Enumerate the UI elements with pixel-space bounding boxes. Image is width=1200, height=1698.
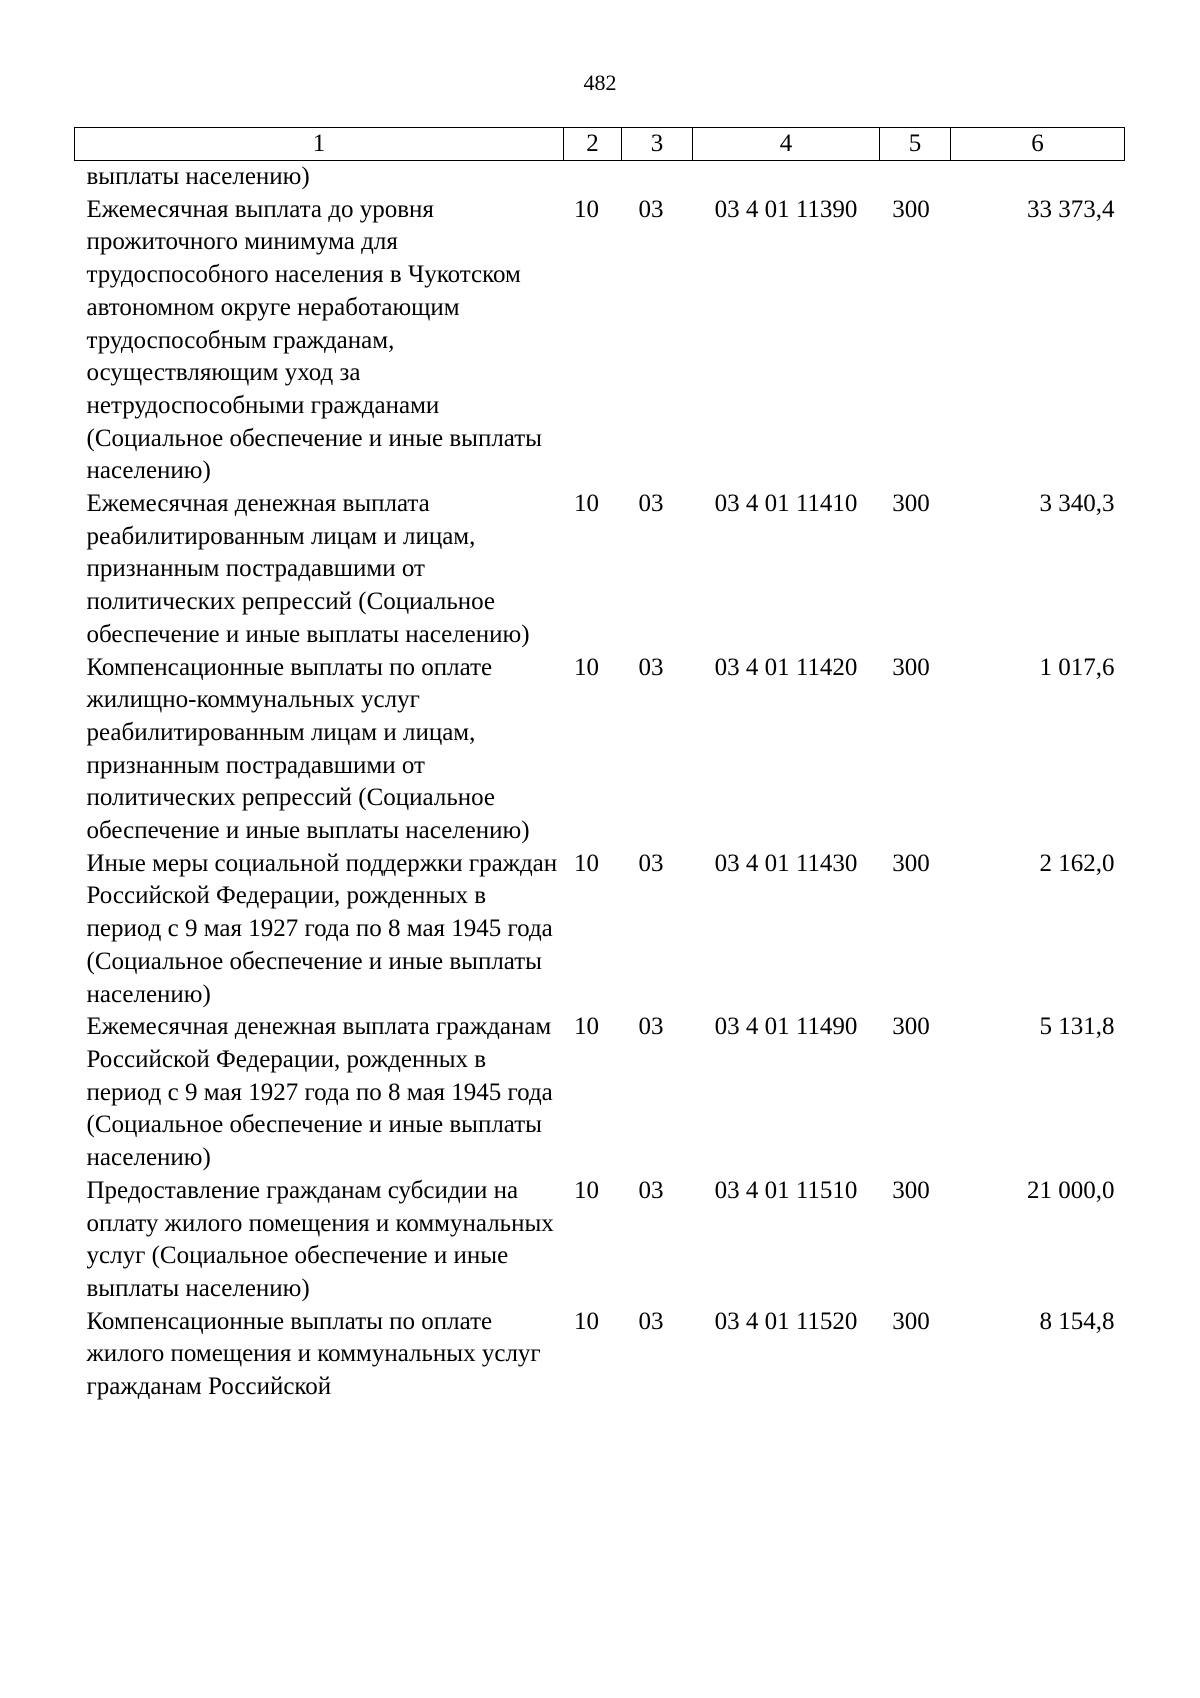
row-amount: 3 340,3 xyxy=(1039,490,1115,518)
row-section: 10 xyxy=(574,1013,599,1041)
row-name: Компенсационные выплаты по оплате жилого помещения и коммунальных услуг гражданам Российской xyxy=(86,1307,541,1401)
row-amount: 1 017,6 xyxy=(1039,653,1115,681)
table-header-row xyxy=(75,128,1125,161)
row-amount: 8 154,8 xyxy=(1039,1307,1115,1335)
row-subsection: 03 xyxy=(638,490,664,518)
row-subsection: 03 xyxy=(638,849,664,877)
row-subsection: 03 xyxy=(638,653,664,681)
column-header-4: 4 xyxy=(693,128,880,161)
column-header-5: 5 xyxy=(880,128,951,161)
row-target-code: 03 4 01 11510 xyxy=(714,1176,858,1204)
table-row xyxy=(75,1175,1125,1306)
row-section: 10 xyxy=(574,195,599,223)
table-row xyxy=(75,1306,1125,1404)
row-expense-type: 300 xyxy=(892,1013,930,1041)
table-row xyxy=(75,848,1125,1012)
row-subsection: 03 xyxy=(638,1176,664,1204)
row-section: 10 xyxy=(574,1176,599,1204)
row-target-code: 03 4 01 11490 xyxy=(714,1013,858,1041)
row-amount: 21 000,0 xyxy=(1027,1176,1115,1204)
row-section: 10 xyxy=(574,490,599,518)
column-header-6: 6 xyxy=(951,128,1125,161)
table-row xyxy=(75,1011,1125,1175)
table-row xyxy=(75,194,1125,488)
row-expense-type: 300 xyxy=(892,490,930,518)
row-target-code: 03 4 01 11420 xyxy=(714,653,858,681)
continuation-row xyxy=(75,161,1125,194)
row-amount: 5 131,8 xyxy=(1039,1013,1115,1041)
row-subsection: 03 xyxy=(638,195,664,223)
row-section: 10 xyxy=(574,849,599,877)
row-name: Ежемесячная денежная выплата гражданам Российской Федерации, рожденных в период с 9 мая 1927 года по 8 мая 1945 года (Социальное обеспечение и иные выплаты населению) xyxy=(86,1013,553,1172)
row-target-code: 03 4 01 11410 xyxy=(714,490,858,518)
budget-table xyxy=(74,127,1125,1404)
row-target-code: 03 4 01 11520 xyxy=(714,1307,858,1335)
row-target-code: 03 4 01 11390 xyxy=(714,195,858,223)
row-section: 10 xyxy=(574,653,599,681)
column-header-1: 1 xyxy=(75,128,564,161)
row-amount: 33 373,4 xyxy=(1027,195,1115,223)
row-name: Ежемесячная выплата до уровня прожиточного минимума для трудоспособного населения в Чукотском автономном округе неработающим трудоспособным гражданам, осуществляющим уход за нетрудоспособными гражданами (Социальное обеспечение и иные выплаты населению) xyxy=(86,195,542,485)
row-expense-type: 300 xyxy=(892,195,930,223)
table-row xyxy=(75,488,1125,652)
column-header-2: 2 xyxy=(564,128,622,161)
row-expense-type: 300 xyxy=(892,1176,930,1204)
row-subsection: 03 xyxy=(638,1013,664,1041)
continuation-text: выплаты населению) xyxy=(86,163,310,190)
row-name: Компенсационные выплаты по оплате жилищно-коммунальных услуг реабилитированным лицам и лицам, признанным пострадавшими от политических репрессий (Социальное обеспечение и иные выплаты населению) xyxy=(86,653,530,845)
column-header-3: 3 xyxy=(622,128,693,161)
row-name: Иные меры социальной поддержки граждан Российской Федерации, рожденных в период с 9 мая 1927 года по 8 мая 1945 года (Социальное обеспечение и иные выплаты населению) xyxy=(86,849,558,1008)
row-expense-type: 300 xyxy=(892,1307,930,1335)
row-amount: 2 162,0 xyxy=(1039,849,1115,877)
row-expense-type: 300 xyxy=(892,849,930,877)
table-row xyxy=(75,652,1125,848)
row-subsection: 03 xyxy=(638,1307,664,1335)
row-expense-type: 300 xyxy=(892,653,930,681)
row-section: 10 xyxy=(574,1307,599,1335)
row-name: Ежемесячная денежная выплата реабилитированным лицам и лицам, признанным пострадавшими от политических репрессий (Социальное обеспечение и иные выплаты населению) xyxy=(86,490,530,648)
page-number: 482 xyxy=(583,70,617,95)
row-target-code: 03 4 01 11430 xyxy=(714,849,858,877)
row-name: Предоставление гражданам субсидии на оплату жилого помещения и коммунальных услуг (Социальное обеспечение и иные выплаты населению) xyxy=(86,1176,554,1302)
